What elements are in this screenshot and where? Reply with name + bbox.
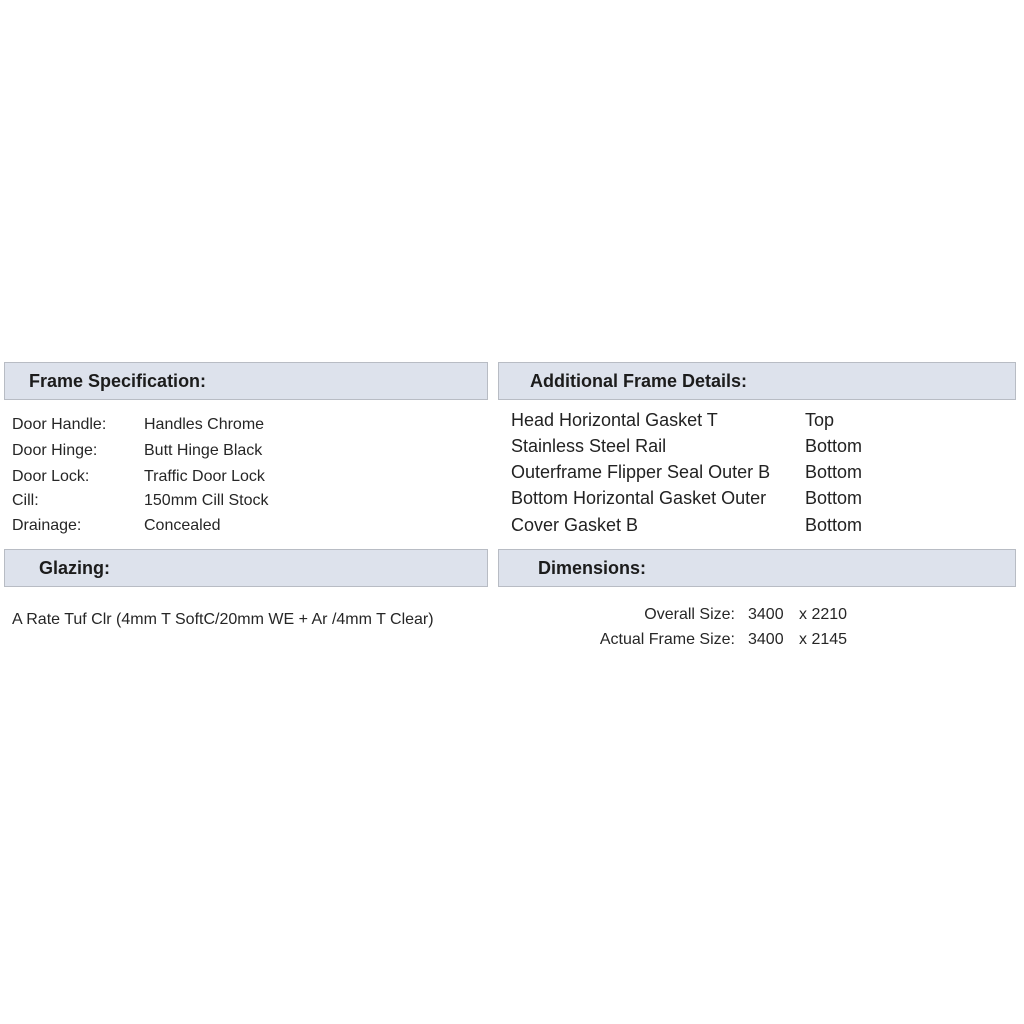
spec-label: Door Hinge:	[12, 442, 98, 459]
glazing-header	[4, 549, 488, 587]
spec-row-door-handle	[12, 416, 482, 436]
spec-row-cill	[12, 492, 482, 512]
spec-label: Door Handle:	[12, 416, 107, 433]
dimension-width: 3400	[748, 631, 784, 648]
spec-row-door-hinge	[12, 442, 482, 462]
dimension-label: Overall Size:	[644, 606, 735, 623]
dimension-width: 3400	[748, 606, 784, 623]
dimension-row-overall-size	[560, 606, 860, 626]
frame-specification-header	[4, 362, 488, 400]
dimensions-title: Dimensions:	[538, 558, 647, 578]
spec-value: 150mm Cill Stock	[144, 492, 269, 509]
detail-name: Bottom Horizontal Gasket Outer	[511, 488, 767, 508]
detail-name: Cover Gasket B	[511, 515, 639, 535]
detail-name: Outerframe Flipper Seal Outer B	[511, 462, 771, 482]
dimension-height: x 2210	[799, 606, 848, 623]
spec-label: Drainage:	[12, 517, 82, 534]
glazing-description: A Rate Tuf Clr (4mm T SoftC/20mm WE + Ar /4mm T Clear)	[12, 611, 434, 628]
detail-position: Bottom	[805, 436, 863, 456]
additional-frame-details-header	[498, 362, 1016, 400]
detail-row-stainless-steel-rail	[511, 436, 1011, 458]
dimension-row-actual-frame-size	[560, 631, 860, 651]
detail-row-cover-gasket	[511, 515, 1011, 537]
spec-value: Concealed	[144, 517, 221, 534]
detail-name: Stainless Steel Rail	[511, 436, 667, 456]
detail-row-outerframe-flipper-seal	[511, 462, 1011, 484]
glazing-title: Glazing:	[39, 558, 110, 578]
dimensions-header	[498, 549, 1016, 587]
spec-value: Handles Chrome	[144, 416, 265, 433]
detail-position: Bottom	[805, 515, 863, 535]
spec-row-drainage	[12, 517, 482, 537]
detail-row-head-horizontal-gasket	[511, 410, 1011, 432]
detail-row-bottom-horizontal-gasket	[511, 488, 1011, 510]
detail-position: Bottom	[805, 488, 863, 508]
spec-row-door-lock	[12, 468, 482, 488]
spec-label: Cill:	[12, 492, 39, 509]
spec-value: Traffic Door Lock	[144, 468, 265, 485]
additional-frame-details-title: Additional Frame Details:	[530, 371, 748, 391]
detail-name: Head Horizontal Gasket T	[511, 410, 718, 430]
detail-position: Bottom	[805, 462, 863, 482]
frame-specification-title: Frame Specification:	[29, 371, 207, 391]
spec-value: Butt Hinge Black	[144, 442, 263, 459]
spec-label: Door Lock:	[12, 468, 90, 485]
dimension-height: x 2145	[799, 631, 848, 648]
detail-position: Top	[805, 410, 835, 430]
dimension-label: Actual Frame Size:	[599, 631, 735, 648]
